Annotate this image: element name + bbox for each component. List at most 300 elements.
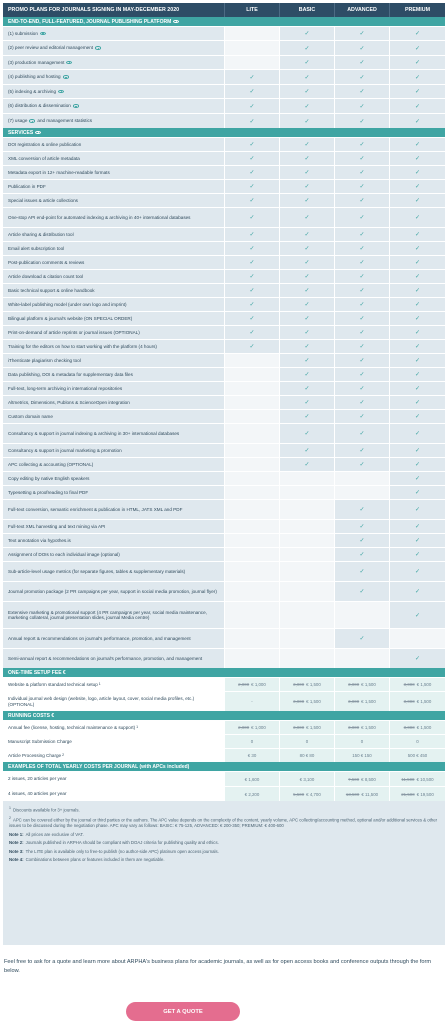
check-icon: ✓ (414, 316, 421, 322)
plan-cell (334, 242, 389, 255)
check-icon: ✓ (304, 448, 310, 454)
plan-lite: LITE (224, 3, 279, 17)
check-icon: ✓ (304, 246, 310, 252)
row-label (3, 472, 224, 485)
new-price: 80 € 80 (299, 753, 315, 758)
plan-cell (279, 582, 334, 601)
old-price: 3,000 (403, 699, 415, 704)
new-price: 0 (250, 739, 254, 744)
row-label (3, 458, 224, 471)
check-icon: ✓ (359, 74, 365, 81)
check-icon: ✓ (359, 103, 365, 110)
price-cell (224, 678, 279, 691)
check-icon: ✓ (304, 431, 310, 437)
row-label (3, 56, 224, 69)
check-icon: ✓ (359, 431, 365, 437)
plan-cell (224, 500, 279, 519)
new-price: € 1,500 (306, 725, 321, 730)
price-cell (279, 692, 334, 711)
check-icon: ✓ (304, 386, 310, 392)
plan-cell (389, 458, 445, 471)
eye-icon[interactable] (73, 104, 79, 107)
row-label-text: Consultancy & support in journal marketing & promotion (8, 447, 122, 453)
check-icon: ✓ (359, 316, 365, 322)
plan-cell (224, 99, 279, 113)
eye-icon[interactable] (173, 20, 179, 23)
check-icon: ✓ (414, 372, 421, 378)
plan-cell (279, 602, 334, 628)
check-icon: ✓ (414, 118, 421, 125)
row-label (3, 256, 224, 269)
new-price: € 1,600 (244, 776, 260, 782)
price-row (3, 748, 445, 762)
plan-cell (279, 534, 334, 547)
row-label-text: Consultancy & support in journal indexing & archiving in 30+ international databases (8, 430, 180, 436)
plan-cell (389, 284, 445, 297)
check-icon: ✓ (249, 118, 255, 125)
section-header (3, 711, 445, 720)
check-icon: ✓ (414, 142, 421, 148)
plan-cell (224, 396, 279, 409)
plan-cell (224, 70, 279, 84)
price-row (3, 771, 445, 786)
old-price: 3,000 (348, 682, 360, 687)
eye-icon[interactable] (29, 119, 35, 122)
plan-cell (334, 284, 389, 297)
plan-cell (279, 56, 334, 69)
price-cell (224, 721, 279, 734)
plan-cell (334, 368, 389, 381)
plan-cell (279, 340, 334, 353)
price-cell (334, 735, 389, 748)
plan-cell (279, 180, 334, 193)
new-price: € 30 (247, 753, 257, 758)
check-icon: ✓ (359, 198, 365, 204)
row-label-text: Special issues & article collections (8, 197, 78, 203)
footnote-ref: 1 (98, 681, 101, 686)
check-icon: ✓ (304, 274, 310, 280)
table-row (3, 581, 445, 601)
plan-cell (334, 56, 389, 69)
row-label-text: Custom domain name (8, 413, 53, 419)
row-label-text: Full-text conversion, semantic enrichment & publication in HTML, JATS XML and PDF (8, 506, 183, 512)
check-icon: ✓ (304, 316, 310, 322)
new-price: € 1,500 (416, 699, 432, 704)
plan-cell (334, 629, 389, 648)
row-label (3, 208, 224, 227)
table-row (3, 533, 445, 547)
plan-cell (279, 138, 334, 151)
price-cell (389, 721, 445, 734)
check-icon: ✓ (249, 344, 255, 350)
new-price: 0 (416, 739, 419, 744)
plan-premium: PREMIUM (389, 3, 445, 17)
check-icon: ✓ (249, 89, 255, 95)
row-label-text: Email alert subscription tool (8, 245, 65, 251)
check-icon: ✓ (249, 215, 255, 221)
check-icon: ✓ (414, 246, 421, 252)
plan-cell (389, 424, 445, 443)
section-header (3, 668, 445, 677)
check-icon: ✓ (414, 260, 421, 266)
check-icon: ✓ (304, 215, 310, 221)
row-label-text: (6) distribution & dissemination (8, 103, 71, 109)
check-icon: ✓ (304, 60, 310, 66)
old-price: 2,000 (238, 682, 250, 687)
table-row (3, 84, 445, 98)
table-row (3, 628, 445, 648)
table-row (3, 283, 445, 297)
table-row (3, 353, 445, 367)
get-quote-button[interactable]: GET A QUOTE (126, 1002, 240, 1021)
check-icon: ✓ (414, 60, 421, 66)
plan-cell (334, 548, 389, 561)
check-icon: ✓ (414, 612, 421, 619)
plan-cell (389, 649, 445, 668)
plan-cell (279, 486, 334, 499)
table-row (3, 69, 445, 84)
check-icon: ✓ (304, 462, 310, 468)
price-cell (389, 787, 445, 801)
row-label (3, 242, 224, 255)
new-price: 500 € 450 (407, 753, 428, 758)
check-icon: ✓ (359, 232, 365, 238)
plan-cell (389, 138, 445, 151)
check-icon: ✓ (249, 302, 255, 308)
check-icon: ✓ (359, 260, 365, 266)
row-label (3, 602, 224, 628)
table-header (3, 3, 445, 17)
plan-cell (334, 228, 389, 241)
row-label (3, 180, 224, 193)
row-label-text: (7) usage (8, 118, 28, 124)
check-icon: ✓ (304, 344, 310, 350)
plan-cell (334, 396, 389, 409)
plan-cell (334, 298, 389, 311)
old-price: 5,500 (293, 791, 305, 797)
row-label-text: Manuscript Submission Charge (8, 738, 72, 744)
plan-cell (389, 629, 445, 648)
row-label-suffix: and management statistics (37, 118, 93, 124)
plan-cell (224, 56, 279, 69)
section-title: END-TO-END, FULL-FEATURED, JOURNAL PUBLISHING PLATFORM (8, 18, 172, 25)
plan-cell (389, 602, 445, 628)
footnote (9, 832, 439, 838)
plan-cell (389, 368, 445, 381)
plan-cell (389, 444, 445, 457)
check-icon: ✓ (359, 372, 365, 378)
row-label (3, 70, 224, 84)
plan-cell (279, 396, 334, 409)
plan-cell (334, 486, 389, 499)
table-row (3, 55, 445, 69)
pricing-table (3, 3, 445, 945)
row-label (3, 114, 224, 128)
plan-cell (334, 166, 389, 179)
check-icon: ✓ (249, 246, 255, 252)
plan-cell (389, 166, 445, 179)
new-price: € 1,500 (361, 699, 376, 704)
row-label-text: APC collecting & accounting (OPTIONAL) (8, 461, 94, 467)
plan-cell (224, 284, 279, 297)
row-label-text: XML conversion of article metadata (8, 155, 80, 161)
eye-icon[interactable] (35, 131, 41, 134)
plan-cell (279, 562, 334, 581)
plan-cell (224, 629, 279, 648)
row-label-text: Extensive marketing & promotional support (4 PR campaigns per year, social media maintenance, marketing collateral, journal presentation slides, journal Media centre) (8, 609, 207, 620)
new-price: € 10,500 (416, 776, 434, 782)
check-icon: ✓ (414, 45, 421, 52)
check-icon: ✓ (249, 142, 255, 148)
plan-cell (334, 649, 389, 668)
check-icon: ✓ (359, 142, 365, 148)
section-title: SERVICES (8, 129, 34, 136)
plan-cell (389, 56, 445, 69)
table-row (3, 241, 445, 255)
plan-cell (279, 410, 334, 423)
plan-cell (279, 520, 334, 533)
plan-cell (279, 208, 334, 227)
table-row (3, 561, 445, 581)
plan-cell (334, 194, 389, 207)
plan-cell (224, 298, 279, 311)
plan-cell (224, 194, 279, 207)
plan-cell (224, 562, 279, 581)
plan-cell (224, 340, 279, 353)
new-price: 0 (360, 739, 364, 744)
check-icon: ✓ (414, 431, 421, 437)
check-icon: ✓ (249, 170, 255, 176)
plan-cell (389, 85, 445, 98)
row-label (3, 749, 224, 762)
plan-cell (279, 228, 334, 241)
plan-cell (224, 649, 279, 668)
price-cell (279, 721, 334, 734)
check-icon: ✓ (414, 524, 421, 530)
plan-cell (279, 548, 334, 561)
check-icon: ✓ (359, 414, 365, 420)
plan-cell (334, 99, 389, 113)
check-icon: ✓ (359, 45, 365, 52)
check-icon: ✓ (414, 552, 421, 558)
row-label-text: Copy editing by native English speakers (8, 475, 90, 481)
table-row (3, 227, 445, 241)
note-text: Journals published in ARPHA should be compliant with DOAJ criteria for publishing quality and ethics. (25, 840, 219, 846)
plan-cell (334, 534, 389, 547)
check-icon: ✓ (359, 60, 365, 66)
check-icon: ✓ (414, 74, 421, 81)
check-icon: ✓ (249, 184, 255, 190)
plan-cell (389, 562, 445, 581)
table-row (3, 457, 445, 471)
row-label (3, 649, 224, 668)
plan-cell (279, 298, 334, 311)
plan-cell (334, 354, 389, 367)
table-row (3, 193, 445, 207)
plan-cell (279, 354, 334, 367)
check-icon: ✓ (359, 569, 365, 575)
row-label-text: Text annotation via hypothes.is (8, 537, 71, 543)
footnote (9, 840, 439, 846)
price-row (3, 691, 445, 711)
check-icon: ✓ (304, 288, 310, 294)
row-label-text: Typesetting & proofreading to final PDF (8, 489, 89, 495)
section-header (3, 762, 445, 771)
check-icon: ✓ (359, 118, 365, 125)
row-label (3, 152, 224, 165)
table-row (3, 40, 445, 55)
plan-cell (224, 382, 279, 395)
plan-cell (334, 27, 389, 40)
plan-cell (224, 27, 279, 40)
table-row (3, 98, 445, 113)
row-label (3, 270, 224, 283)
eye-icon[interactable] (95, 46, 101, 49)
check-icon: ✓ (359, 344, 365, 350)
check-icon: ✓ (414, 302, 421, 308)
row-label (3, 298, 224, 311)
table-row (3, 207, 445, 227)
price-cell (389, 678, 445, 691)
plan-cell (389, 520, 445, 533)
row-label-text: Print-on-demand of article reprints or journal issues (OPTIONAL) (8, 329, 140, 335)
price-row (3, 677, 445, 691)
plan-cell (334, 256, 389, 269)
plan-cell (279, 242, 334, 255)
row-label (3, 326, 224, 339)
price-cell (224, 787, 279, 801)
plan-cell (334, 424, 389, 443)
check-icon: ✓ (249, 74, 255, 81)
eye-icon[interactable] (66, 61, 72, 64)
check-icon: ✓ (304, 400, 310, 406)
plan-cell (389, 99, 445, 113)
check-icon: ✓ (414, 448, 421, 454)
check-icon: ✓ (359, 89, 365, 95)
row-label (3, 548, 224, 561)
plan-cell (389, 382, 445, 395)
row-label-text: (5) indexing & archiving (8, 88, 57, 94)
row-label (3, 562, 224, 581)
row-label-text: (3) production management (8, 59, 65, 65)
new-price: € 1,500 (416, 725, 432, 730)
table-row (3, 113, 445, 128)
note-text: Discounts available for 3+ journals. (12, 807, 80, 813)
check-icon: ✓ (304, 142, 310, 148)
footnotes (3, 801, 445, 871)
plan-cell (279, 152, 334, 165)
eye-icon[interactable] (63, 75, 69, 78)
row-label (3, 228, 224, 241)
new-price: € 1,500 (306, 699, 321, 704)
check-icon: ✓ (249, 288, 255, 294)
price-row (3, 720, 445, 734)
plan-cell (224, 138, 279, 151)
plan-cell (279, 424, 334, 443)
plan-cell (334, 444, 389, 457)
table-row (3, 137, 445, 151)
plan-cell (389, 472, 445, 485)
plan-cell (224, 520, 279, 533)
check-icon: ✓ (414, 103, 421, 110)
check-icon: ✓ (414, 198, 421, 204)
table-row (3, 471, 445, 485)
row-label (3, 500, 224, 519)
table-row (3, 179, 445, 193)
check-icon: ✓ (304, 372, 310, 378)
plan-cell (224, 166, 279, 179)
old-price: 3,000 (403, 725, 415, 730)
check-icon: ✓ (304, 232, 310, 238)
check-icon: ✓ (359, 156, 365, 162)
check-icon: ✓ (304, 358, 310, 364)
plan-cell (224, 582, 279, 601)
check-icon: ✓ (304, 260, 310, 266)
check-icon: ✓ (414, 184, 421, 190)
row-label (3, 582, 224, 601)
check-icon: ✓ (359, 330, 365, 336)
plan-cell (224, 410, 279, 423)
eye-icon[interactable] (40, 32, 46, 35)
table-row (3, 325, 445, 339)
plan-cell (224, 444, 279, 457)
check-icon: ✓ (359, 552, 365, 558)
row-label (3, 340, 224, 353)
check-icon: ✓ (359, 448, 365, 454)
row-label-text: Altmetrics, Dimensions, Publons & ScienceOpen integration (8, 399, 130, 405)
row-label-text: Publication in PDF (8, 183, 46, 189)
plan-cell (334, 85, 389, 98)
plan-cell (279, 649, 334, 668)
check-icon: ✓ (359, 538, 365, 544)
price-cell (334, 692, 389, 711)
plan-cell (224, 85, 279, 98)
check-icon: ✓ (359, 507, 365, 513)
plan-cell (389, 340, 445, 353)
row-label-text: Post-publication comments & reviews (8, 259, 85, 265)
row-label-text: Website & platform standard technical setup (8, 681, 98, 687)
row-label (3, 692, 224, 711)
price-cell (279, 735, 334, 748)
table-row (3, 423, 445, 443)
row-label (3, 520, 224, 533)
new-price: € 1,500 (416, 682, 432, 687)
check-icon: ✓ (304, 170, 310, 176)
check-icon: ✓ (414, 170, 421, 176)
eye-icon[interactable] (58, 90, 64, 93)
plan-cell (389, 41, 445, 55)
row-label (3, 382, 224, 395)
check-icon: ✓ (414, 476, 421, 482)
plan-cell (224, 114, 279, 128)
row-label-text: 4 issues, 40 articles per year (8, 791, 67, 797)
plan-cell (334, 70, 389, 84)
row-label (3, 486, 224, 499)
plan-cell (279, 629, 334, 648)
plan-cell (334, 500, 389, 519)
row-label-text: (2) peer review and editorial management (8, 45, 94, 51)
plan-cell (389, 312, 445, 325)
old-price: 3,000 (403, 682, 415, 687)
check-icon: ✓ (304, 414, 310, 420)
check-icon: ✓ (359, 462, 365, 468)
row-label (3, 772, 224, 786)
row-label-text: iThenticate plagiarism checking tool (8, 357, 81, 363)
price-cell (224, 735, 279, 748)
price-cell (334, 772, 389, 786)
row-label-text: (4) publishing and hosting (8, 74, 61, 80)
new-price: € 1,000 (251, 725, 266, 730)
